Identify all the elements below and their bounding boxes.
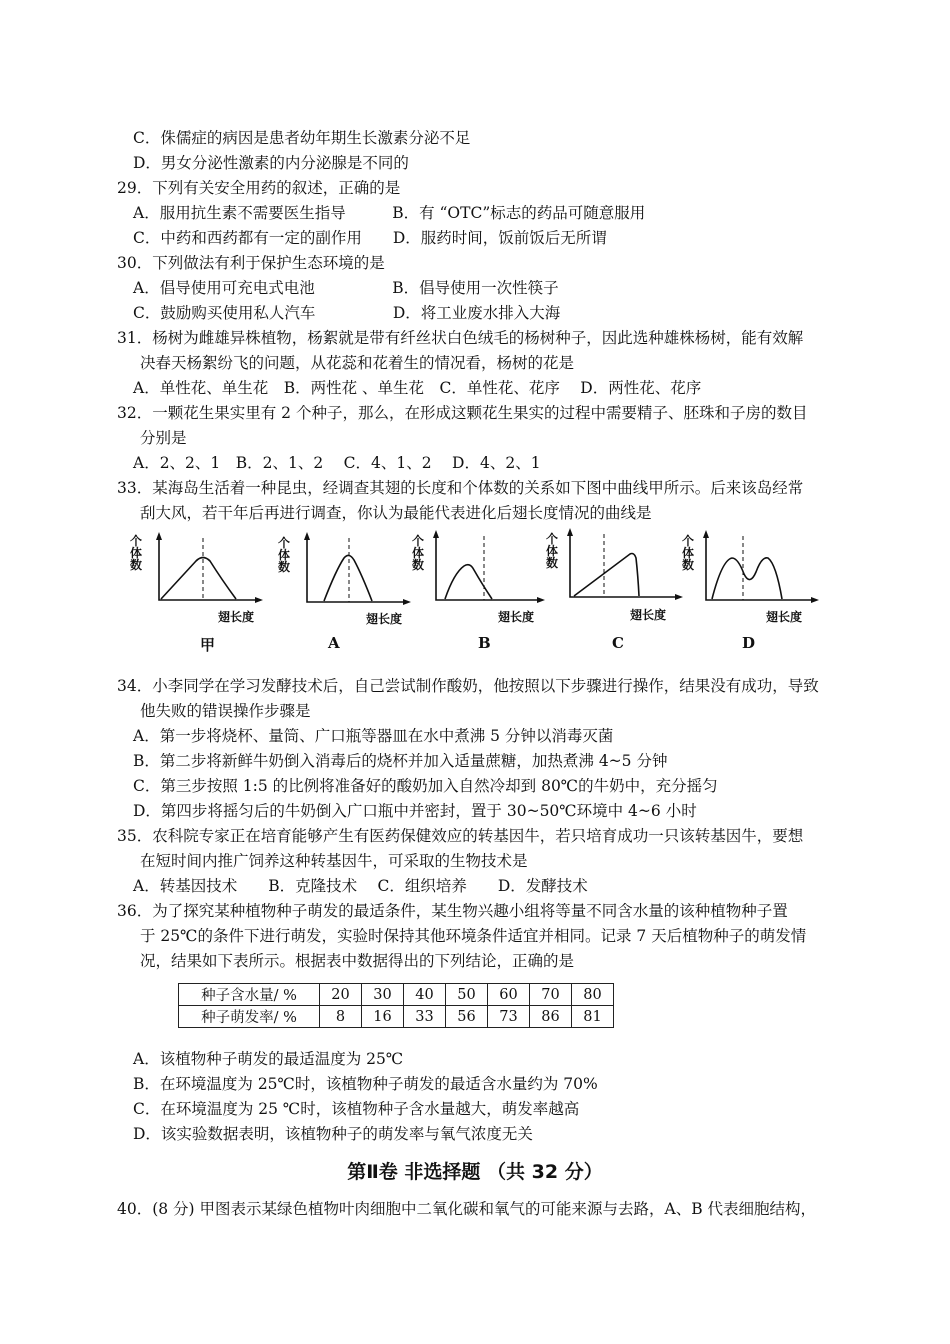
- y-axis-label: 数: [412, 558, 425, 572]
- q29-stem: 29．下列有关安全用药的叙述，正确的是: [117, 179, 401, 197]
- curve-d: [682, 528, 827, 608]
- graph-label-d: D: [742, 634, 756, 652]
- table-cell: 86: [530, 1006, 572, 1028]
- row-header: 种子含水量/ %: [179, 984, 320, 1006]
- q34-option-d: D．第四步将摇匀后的牛奶倒入广口瓶中并密封，置于 30~50℃环境中 4~6 小时: [133, 802, 697, 820]
- graph-jia: [130, 530, 270, 655]
- table-cell: 8: [320, 1006, 362, 1028]
- table-cell: 73: [488, 1006, 530, 1028]
- q36-option-a: A．该植物种子萌发的最适温度为 25℃: [133, 1050, 404, 1068]
- table-cell: 40: [404, 984, 446, 1006]
- table-cell: 60: [488, 984, 530, 1006]
- x-axis-label: 翅长度: [498, 610, 535, 624]
- curve-jia: [130, 530, 270, 610]
- graph-label-b: B: [478, 634, 491, 652]
- q31-stem-line2: 决春天杨絮纷飞的问题，从花蕊和花着生的情况看，杨树的花是: [140, 354, 575, 372]
- y-axis-label: 个: [682, 534, 695, 548]
- q35-options: A．转基因技术 B．克隆技术 C．组织培养 D．发酵技术: [133, 877, 588, 895]
- graph-c: [546, 526, 691, 651]
- table-cell: 80: [572, 984, 614, 1006]
- graph-label-a: A: [328, 634, 340, 652]
- q34-option-c: C．第三步按照 1:5 的比例将准备好的酸奶加入自然冷却到 80℃的牛奶中，充分摇匀: [133, 777, 718, 795]
- graph-b: [412, 528, 552, 653]
- q28-option-c: C．侏儒症的病因是患者幼年期生长激素分泌不足: [133, 129, 471, 147]
- q30-stem: 30．下列做法有利于保护生态环境的是: [117, 254, 385, 272]
- table-cell: 30: [362, 984, 404, 1006]
- table-cell: 81: [572, 1006, 614, 1028]
- y-axis-label: 体: [412, 546, 425, 560]
- row-header: 种子萌发率/ %: [179, 1006, 320, 1028]
- germination-table: [178, 983, 614, 1028]
- graph-a: [278, 530, 418, 655]
- q36-stem-line3: 况，结果如下表所示。根据表中数据得出的下列结论，正确的是: [140, 952, 575, 970]
- table-cell: 20: [320, 984, 362, 1006]
- q34-stem-line2: 他失败的错误操作步骤是: [140, 702, 311, 720]
- curve-a: [278, 530, 418, 610]
- curve-b: [412, 528, 552, 608]
- y-axis-label: 体: [130, 546, 143, 560]
- x-axis-label: 翅长度: [630, 608, 667, 622]
- y-axis-label: 个: [412, 534, 425, 548]
- graph-label-jia: 甲: [200, 636, 216, 654]
- graph-label-c: C: [612, 634, 624, 652]
- y-axis-label: 体: [682, 546, 695, 560]
- q40-stem: 40．(8 分) 甲图表示某绿色植物叶肉细胞中二氧化碳和氧气的可能来源与去路，A、B 代表细胞结构，: [117, 1200, 817, 1218]
- q32-stem-line1: 32．一颗花生果实里有 2 个种子，那么，在形成这颗花生果实的过程中需要精子、胚珠和子房的数目: [117, 404, 808, 422]
- table-cell: 56: [446, 1006, 488, 1028]
- q36-option-d: D．该实验数据表明，该植物种子的萌发率与氧气浓度无关: [133, 1125, 533, 1143]
- y-axis-label: 个: [278, 536, 291, 550]
- graph-d: [682, 528, 827, 653]
- y-axis-label: 数: [130, 558, 143, 572]
- table-cell: 70: [530, 984, 572, 1006]
- table-row: [179, 984, 614, 1006]
- q32-stem-line2: 分别是: [140, 429, 187, 447]
- q36-stem-line1: 36．为了探究某种植物种子萌发的最适条件，某生物兴趣小组将等量不同含水量的该种植物种子置: [117, 902, 788, 920]
- q34-option-a: A．第一步将烧杯、量筒、广口瓶等器皿在水中煮沸 5 分钟以消毒灭菌: [133, 727, 614, 745]
- q31-options: A．单性花、单生花 B．两性花 、单生花 C．单性花、花序 D．两性花、花序: [133, 379, 702, 397]
- q29-options-ab: A．服用抗生素不需要医生指导 B．有 “OTC”标志的药品可随意服用: [133, 204, 646, 222]
- q30-options-ab: A．倡导使用可充电式电池 B．倡导使用一次性筷子: [133, 279, 559, 297]
- q31-stem-line1: 31．杨树为雌雄异株植物，杨絮就是带有纤丝状白色绒毛的杨树种子，因此选种雄株杨树，能有效解: [117, 329, 804, 347]
- section-title: 第Ⅱ卷 非选择题 （共 32 分）: [347, 1161, 603, 1183]
- q33-stem-line1: 33．某海岛生活着一种昆虫，经调查其翅的长度和个体数的关系如下图中曲线甲所示。后来该岛经常: [117, 479, 804, 497]
- q35-stem-line2: 在短时间内推广饲养这种转基因牛，可采取的生物技术是: [140, 852, 528, 870]
- q32-options: A．2、2、1 B．2、1、2 C．4、1、2 D．4、2、1: [133, 454, 541, 472]
- q30-options-cd: C．鼓励购买使用私人汽车 D．将工业废水排入大海: [133, 304, 561, 322]
- q33-stem-line2: 刮大风，若干年后再进行调查，你认为最能代表进化后翅长度情况的曲线是: [140, 504, 652, 522]
- q34-stem-line1: 34．小李同学在学习发酵技术后，自己尝试制作酸奶，他按照以下步骤进行操作，结果没有成功，导致: [117, 677, 819, 695]
- y-axis-label: 体: [278, 548, 291, 562]
- x-axis-label: 翅长度: [218, 610, 255, 624]
- table-cell: 33: [404, 1006, 446, 1028]
- q36-stem-line2: 于 25℃的条件下进行萌发，实验时保持其他环境条件适宜并相同。记录 7 天后植物种子的萌发情: [140, 927, 807, 945]
- table-cell: 50: [446, 984, 488, 1006]
- curve-c: [546, 526, 691, 606]
- y-axis-label: 个: [130, 534, 143, 548]
- x-axis-label: 翅长度: [366, 612, 403, 626]
- y-axis-label: 体: [546, 544, 559, 558]
- y-axis-label: 个: [546, 532, 559, 546]
- q34-option-b: B．第二步将新鲜牛奶倒入消毒后的烧杯并加入适量蔗糖，加热煮沸 4~5 分钟: [133, 752, 668, 770]
- y-axis-label: 数: [546, 556, 559, 570]
- y-axis-label: 数: [278, 560, 291, 574]
- q29-options-cd: C．中药和西药都有一定的副作用 D．服药时间，饭前饭后无所谓: [133, 229, 607, 247]
- table-row: [179, 1006, 614, 1028]
- q36-option-c: C．在环境温度为 25 ℃时，该植物种子含水量越大，萌发率越高: [133, 1100, 580, 1118]
- q28-option-d: D．男女分泌性激素的内分泌腺是不同的: [133, 154, 409, 172]
- x-axis-label: 翅长度: [766, 610, 803, 624]
- y-axis-label: 数: [682, 558, 695, 572]
- q36-option-b: B．在环境温度为 25℃时，该植物种子萌发的最适含水量约为 70%: [133, 1075, 598, 1093]
- table-cell: 16: [362, 1006, 404, 1028]
- q35-stem-line1: 35．农科院专家正在培育能够产生有医药保健效应的转基因牛，若只培育成功一只该转基因牛，要想: [117, 827, 804, 845]
